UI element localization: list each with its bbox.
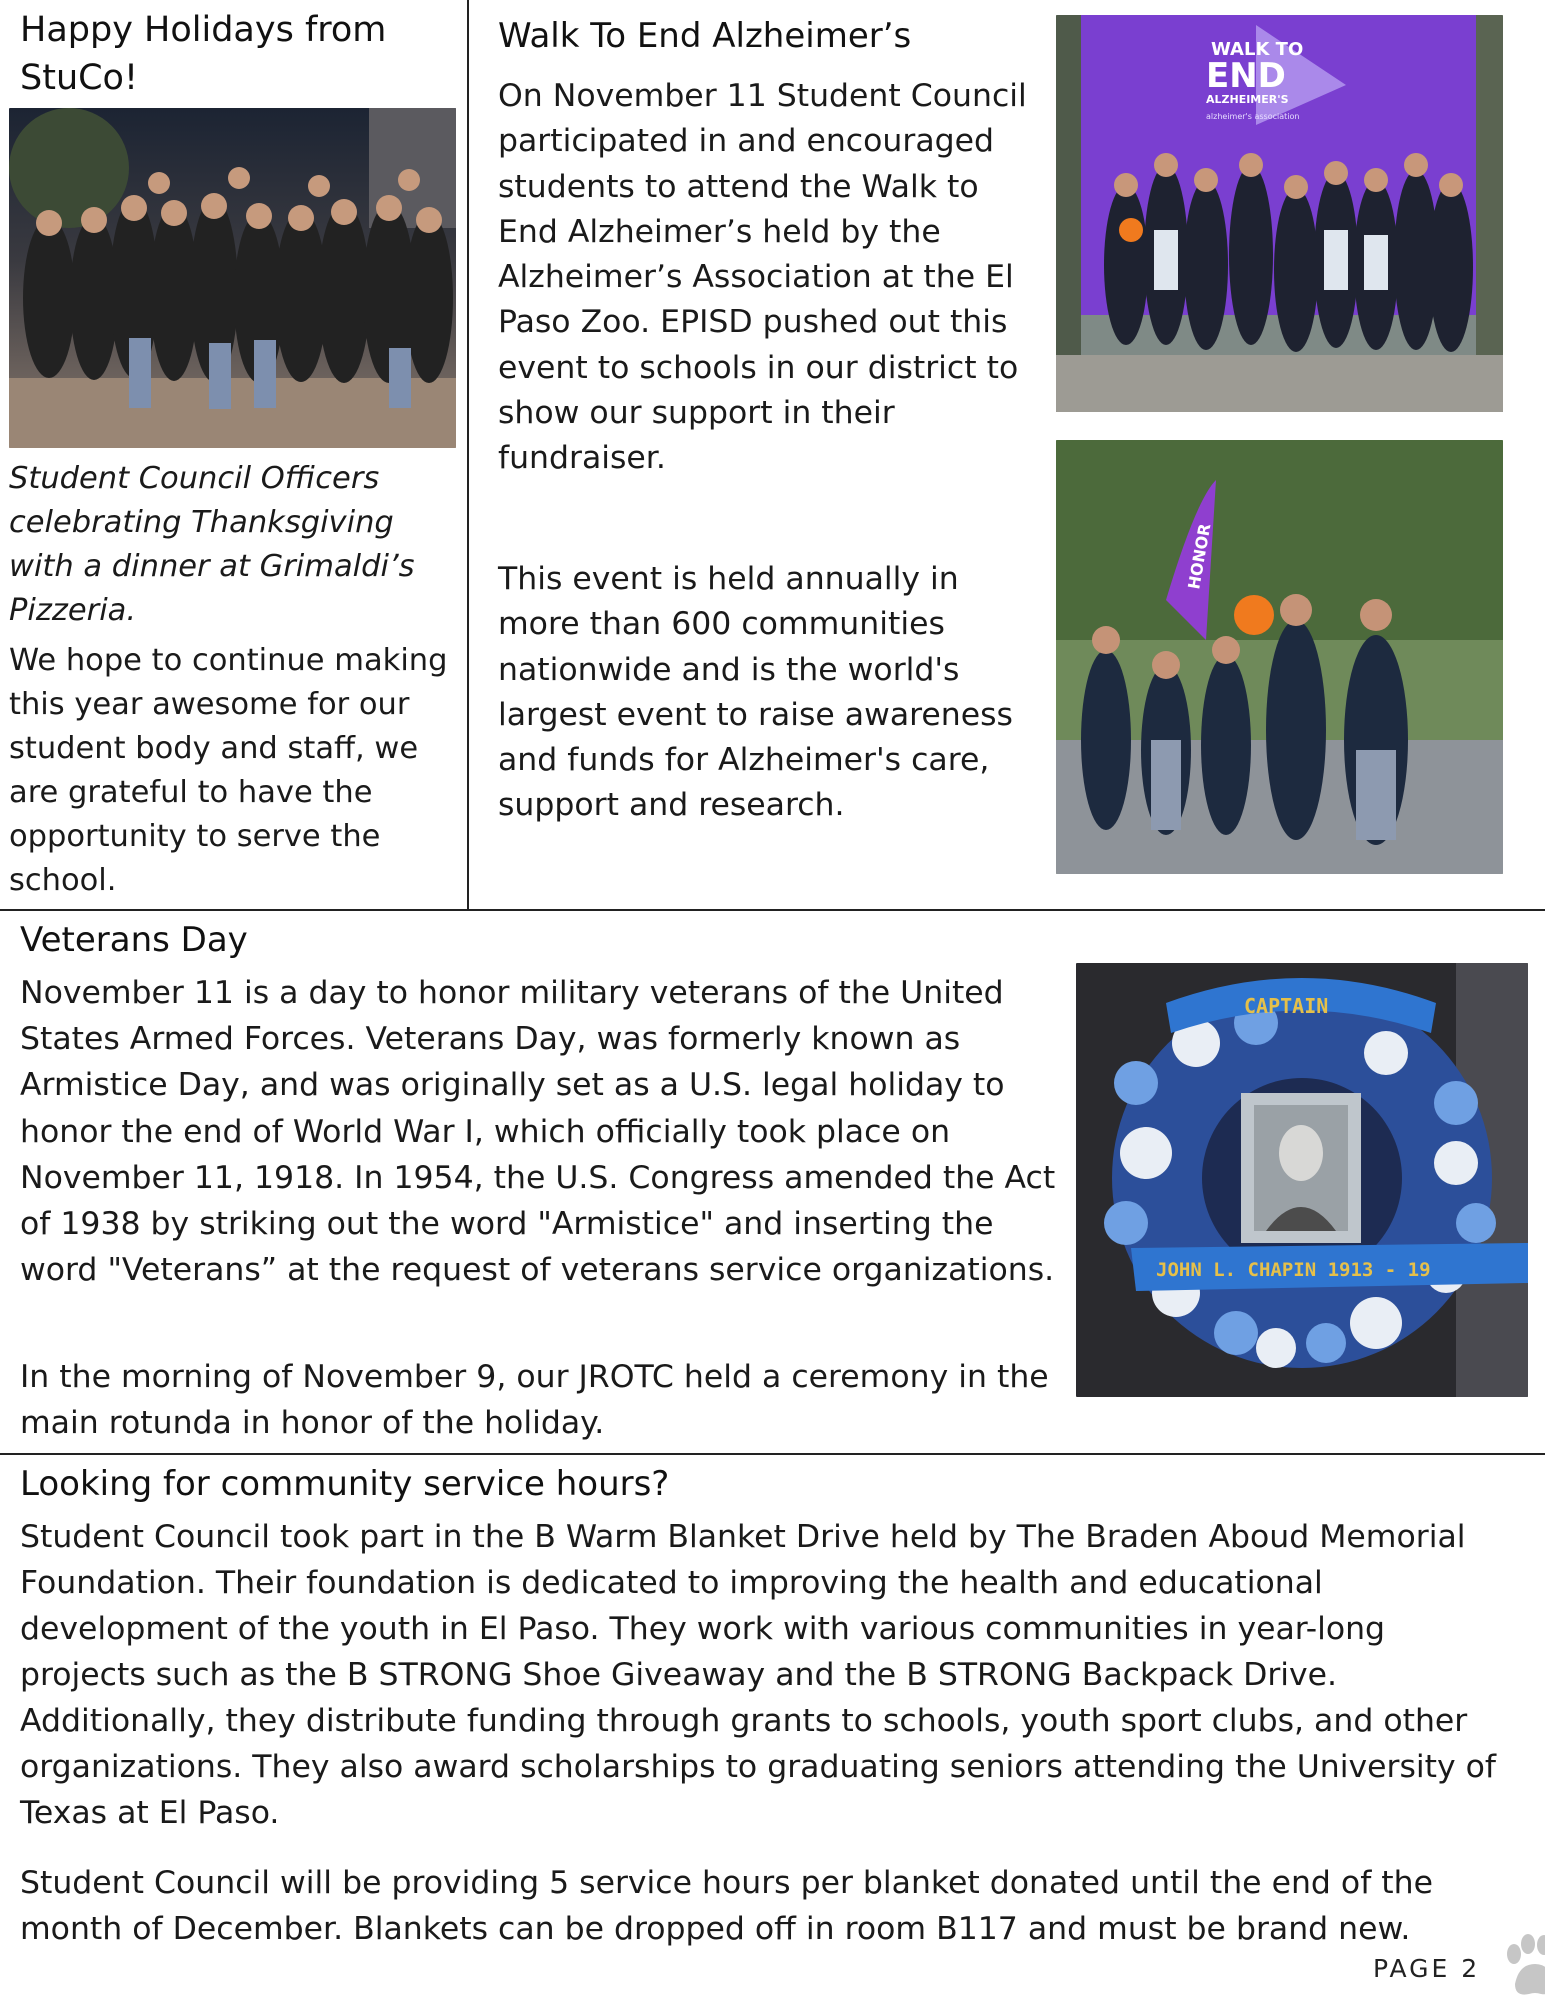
ribbon-top-text: CAPTAIN [1244,994,1329,1018]
banner-org: alzheimer's association [1206,112,1300,121]
walk-paragraph-1: On November 11 Student Council participated in and encouraged students to attend the Walk to End Alzheimer’s held by the Alzheimer’s Association at the El Paso Zoo. EPISD pushed out this event to schools in our district to show our support in their fundraiser. [498,78,1027,477]
service-title: Looking for community service hours? [20,1464,670,1504]
walk-banner-photo [1056,15,1503,412]
veterans-paragraph-1: November 11 is a day to honor military veterans of the United States Armed Forces. Veterans Day, was formerly known as Armistice Day, and was originally set as a U.S. legal holiday to honor the end of World War I, which officially took place on November 11, 1918. In 1954, the U.S. Congress amended the Act of 1938 by striking out the word "Armistice" and inserting the word "Veterans” at the request of veterans service organizations. [20,975,1056,1289]
walk-paragraph-2: This event is held annually in more than 600 communities nationwide and is the world's largest event to raise awareness and funds for Alzheimer's care, support and research. [498,561,1013,824]
holiday-photo-caption: Student Council Officers celebrating Thanksgiving with a dinner at Grimaldi’s Pizzeria. [9,461,415,628]
veterans-title: Veterans Day [20,920,248,960]
page-number: PAGE 2 [1373,1954,1481,1983]
holiday-title: Happy Holidays from StuCo! [20,10,387,98]
service-paragraph-2: Student Council will be providing 5 service hours per blanket donated until the end of the month of December. Blankets can be dropped off in room B117 and must be brand new. [20,1865,1433,1947]
ribbon-bottom-text: JOHN L. CHAPIN 1913 - 19 [1156,1259,1431,1281]
banner-text-line1: WALK TO [1211,39,1304,60]
section-divider-top [0,909,1545,911]
flag-text: HONOR [1184,522,1215,591]
banner-text-line2: END [1206,56,1286,96]
holiday-group-photo [9,108,456,448]
banner-text-line3: ALZHEIMER'S [1206,93,1289,106]
walk-title: Walk To End Alzheimer’s [498,16,912,56]
veterans-paragraph-2: In the morning of November 9, our JROTC held a ceremony in the main rotunda in honor of the holiday. [20,1359,1049,1442]
service-paragraph-1: Student Council took part in the B Warm Blanket Drive held by The Braden Aboud Memorial Foundation. Their foundation is dedicated to improving the health and educational development of the youth in El Paso. They work with various communities in year-long projects such as the B STRONG Shoe Giveaway and the B STRONG Backpack Drive. Additionally, they distribute funding through grants to schools, youth sport clubs, and other organizations. They also award scholarships to graduating seniors attending the University of Texas at El Paso. [20,1519,1497,1831]
veterans-wreath-photo [1076,963,1528,1397]
paw-print-icon [1503,1934,1545,2000]
walk-group-photo [1056,440,1503,874]
holiday-body-text: We hope to continue making this year awesome for our student body and staff, we are grateful to have the opportunity to serve the school. [9,643,448,898]
section-divider-bottom [0,1453,1545,1455]
